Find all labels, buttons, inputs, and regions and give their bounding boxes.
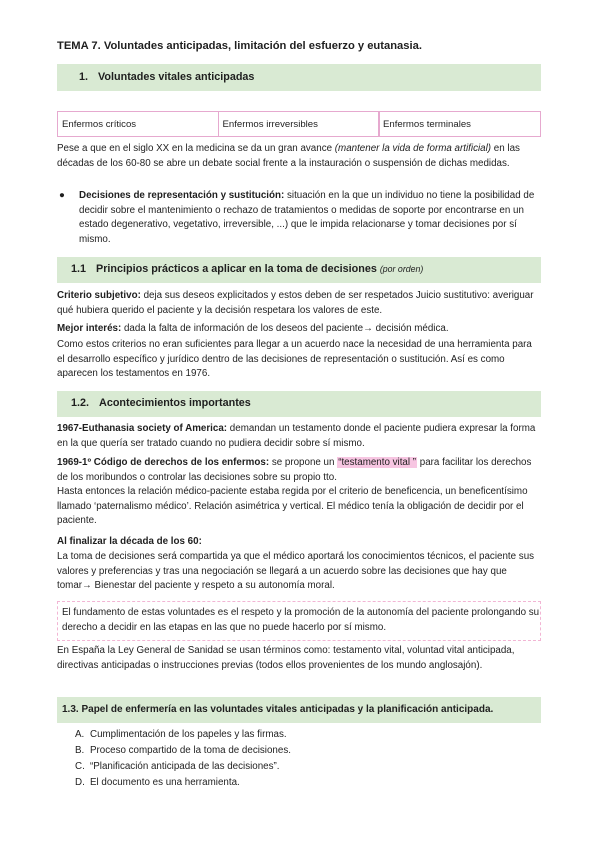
text-run: demandan un testamento donde el paciente pudiera expresar la forma en la que quería ser tratado cuando no pudiera decidir sobre sí mismo.: [57, 423, 536, 449]
list-letter: A.: [75, 729, 85, 740]
patient-types-table: [57, 111, 541, 137]
section-number: 1.: [79, 71, 89, 83]
section-heading-1-3: [57, 697, 541, 723]
paragraph-decisiones-compartidas: La toma de decisiones será compartida ya que el médico aportará los conocimientos técnicos, el paciente sus valores y preferencias y tras una negociación se llegará a un acuerdo sobre las decisiones que hay que tomar→ Bienestar del paciente y respeto a su autonomía moral.: [57, 551, 535, 592]
text-run: situación en la que un individuo no tiene la posibilidad de decidir sobre el mantenimiento o rechazo de tratamientos o medidas de soporte por encontrarse en un estado degenerativo, vegetativo, irreversible, ...) que le impida relacionarse y tomar decisiones por sí mismo.: [79, 190, 535, 245]
paragraph-espana: En España la Ley General de Sanidad se usan términos como: testamento vital, voluntad vital anticipada, directivas anticipadas o instrucciones previas (todos ellos provenientes de los mundo anglosajón).: [57, 645, 515, 671]
text-run: para facilitar los derechos de los moribundos o controlar las decisiones sobre su propio tto.: [57, 457, 532, 483]
list-item: [57, 189, 541, 247]
paragraph-testamentos: Como estos criterios no eran suficientes para llegar a un acuerdo nace la necesidad de una herramienta para el desarrollo específico y jurídico dentro de las decisiones de representación o sustitución. Así es como aparecen los testamentos en 1976.: [57, 339, 532, 380]
text-run: dada la falta de información de los deseos del paciente→ decisión médica.: [121, 323, 449, 334]
list-text: Cumplimentación de los papeles y las firmas.: [90, 729, 287, 740]
text-run: se propone un: [269, 457, 338, 468]
list-letter: C.: [75, 761, 85, 772]
table-cell: Enfermos críticos: [57, 111, 219, 137]
list-letter: D.: [75, 777, 85, 788]
section-label: Principios prácticos a aplicar en la toma de decisiones: [96, 263, 377, 275]
section-number: 1.2.: [71, 397, 90, 409]
list-item: [57, 759, 541, 775]
bullet-icon: ●: [59, 190, 65, 201]
list-text: Proceso compartido de la toma de decisiones.: [90, 745, 291, 756]
paragraph-decada-60-heading: [57, 535, 541, 550]
table-cell: Enfermos irreversibles: [218, 111, 380, 137]
paragraph-1967: [57, 422, 541, 451]
section-note: (por orden): [379, 264, 424, 274]
text-run: en las décadas de los 60-80 se abre un debate social frente a la instauración o suspensión de dichas medidas.: [57, 143, 520, 169]
section-label: Acontecimientos importantes: [99, 397, 251, 409]
text-run-italic: (mantener la vida de forma artificial): [334, 143, 492, 154]
highlighted-term: “testamento vital ”: [338, 457, 417, 468]
section-heading-1-2: [57, 391, 541, 417]
paragraph-1969: [57, 456, 541, 485]
bold-term: Criterio subjetivo:: [57, 290, 141, 301]
bold-term: 1969-1º Código de derechos de los enfermos:: [57, 457, 270, 468]
paragraph-mejor-interes: [57, 322, 541, 337]
paragraph-beneficencia: Hasta entonces la relación médico-paciente estaba regida por el criterio de beneficencia, un beneficentísimo llamado ‘paternalismo médico’. Relación asimétrica y vertical. El médico tenía la obligación de decidir por el paciente.: [57, 486, 528, 527]
section-heading-1: [57, 64, 541, 91]
bold-term: Mejor interés:: [57, 323, 122, 334]
list-item: [57, 775, 541, 791]
list-letter: B.: [75, 745, 85, 756]
list-item: [57, 743, 541, 759]
list-text: El documento es una herramienta.: [90, 777, 240, 788]
callout-box: El fundamento de estas voluntades es el respeto y la promoción de la autonomía del paciente prolongando su derecho a decidir en las etapas en las que no puede hacerlo por sí mismo.: [57, 601, 541, 641]
nursing-role-list: [57, 727, 541, 791]
section-heading-1-1: [57, 257, 541, 283]
paragraph-criterio-subjetivo: [57, 289, 541, 318]
text-run: Pese a que en el siglo XX en la medicina se da un gran avance: [57, 143, 335, 154]
section-label: Voluntades vitales anticipadas: [98, 71, 255, 83]
section-number: 1.1: [71, 263, 87, 275]
section-label: 1.3. Papel de enfermería en las voluntades vitales anticipadas y la planificación anticipada.: [62, 704, 494, 715]
list-text: “Planificación anticipada de las decisiones”.: [90, 761, 280, 772]
table-cell: Enfermos terminales: [378, 111, 541, 137]
list-item: [57, 727, 541, 743]
bold-term: Al finalizar la década de los 60:: [57, 536, 202, 547]
bold-term: Decisiones de representación y sustitución:: [79, 190, 285, 201]
page-title: TEMA 7. Voluntades anticipadas, limitación del esfuerzo y eutanasia.: [57, 40, 422, 52]
bold-term: 1967-Euthanasia society of America:: [57, 423, 228, 434]
text-run: deja sus deseos explicitados y estos deben de ser respetados Juicio sustitutivo: averiguar qué hubiera querido el paciente y la decisión respetara los valores de este.: [57, 290, 534, 316]
paragraph-intro: [57, 142, 541, 171]
